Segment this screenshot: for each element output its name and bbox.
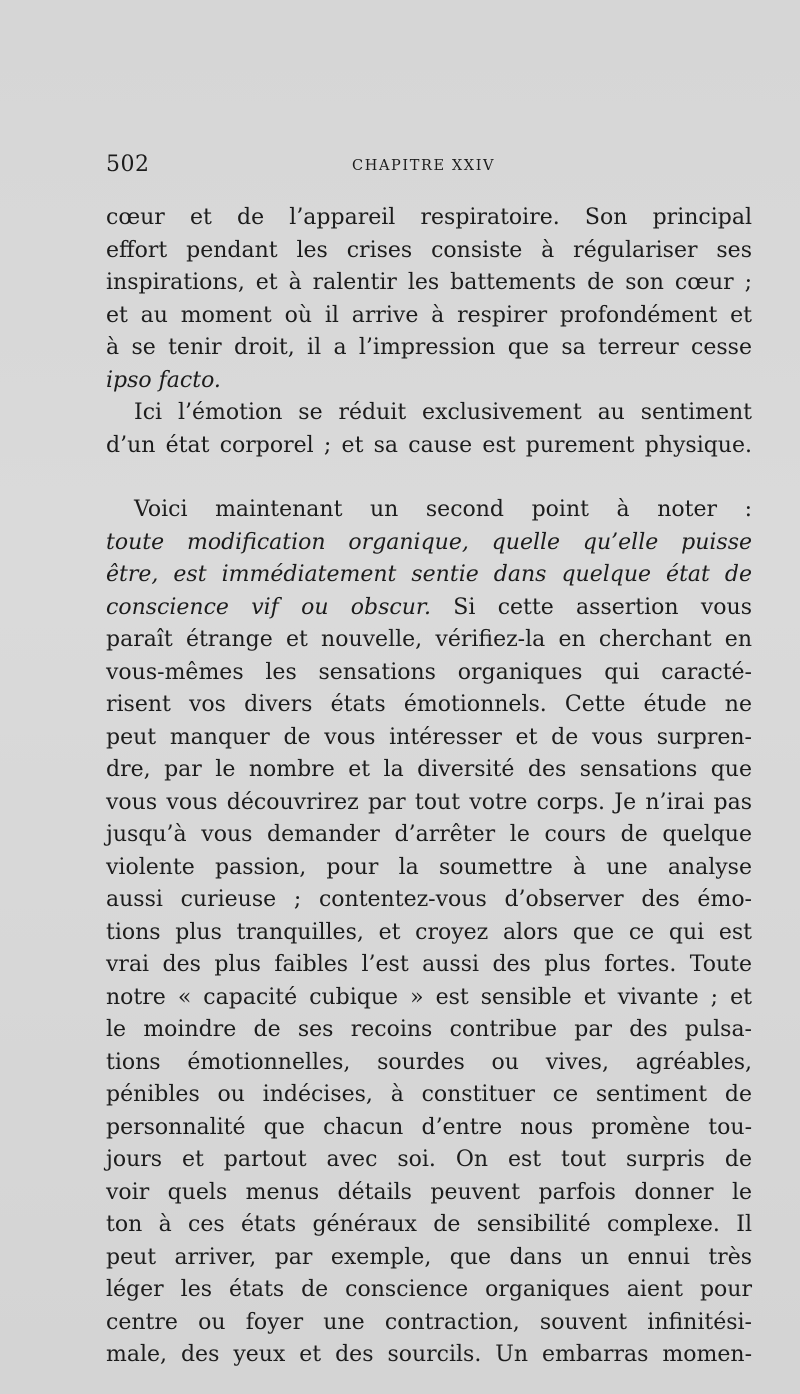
text-line	[106, 592, 752, 625]
text-segment: Si cette assertion vous	[431, 594, 752, 620]
text-line: vous vous découvrirez par tout votre corps. Je n’irai pas	[106, 789, 752, 815]
text-line: d’un état corporel ; et sa cause est purement physique.	[106, 432, 752, 458]
text-line: paraît étrange et nouvelle, vérifiez-la en cherchant en	[106, 627, 752, 652]
paragraph-gap	[106, 462, 752, 494]
text-line: peut arriver, par exemple, que dans un ennui très	[106, 1244, 752, 1270]
chapter-title: CHAPITRE XXIV	[352, 158, 496, 174]
text-line: Voici maintenant un second point à noter :	[134, 497, 752, 522]
text-line: effort pendant les crises consiste à régulariser ses	[106, 237, 752, 263]
text-line: vrai des plus faibles l’est aussi des plus fortes. Toute	[106, 952, 752, 977]
running-head	[106, 152, 756, 186]
text-line: notre « capacité cubique » est sensible et vivante ; et	[106, 984, 752, 1010]
text-line: être, est immédiatement sentie dans quelque état de	[106, 562, 752, 587]
text-line: peut manquer de vous intéresser et de vous surpren-	[106, 724, 752, 750]
text-line: tions émotionnelles, sourdes ou vives, agréables,	[106, 1049, 752, 1075]
text-line: léger les états de conscience organiques aient pour	[106, 1277, 752, 1302]
text-line: Ici l’émotion se réduit exclusivement au sentiment	[134, 400, 752, 425]
text-line: pénibles ou indécises, à constituer ce sentiment de	[106, 1082, 752, 1107]
text-line: tions plus tranquilles, et croyez alors que ce qui est	[106, 919, 752, 945]
text-line: violente passion, pour la soumettre à une analyse	[106, 854, 752, 880]
body-text	[106, 202, 752, 1372]
text-line: voir quels menus détails peuvent parfois donner le	[106, 1179, 752, 1205]
text-line: ton à ces états généraux de sensibilité complexe. Il	[106, 1212, 752, 1237]
page-number: 502	[106, 152, 150, 177]
text-line: male, des yeux et des sourcils. Un embarras momen-	[106, 1342, 752, 1367]
text-line: jours et partout avec soi. On est tout surpris de	[106, 1147, 752, 1172]
text-line: inspirations, et à ralentir les battements de son cœur ;	[106, 270, 752, 295]
text-line: dre, par le nombre et la diversité des sensations que	[106, 757, 752, 782]
text-line: vous-mêmes les sensations organiques qui caracté-	[106, 659, 752, 685]
text-line: à se tenir droit, il a l’impression que sa terreur cesse	[106, 335, 752, 360]
text-line: ipso facto.	[106, 367, 221, 393]
text-line: personnalité que chacun d’entre nous promène tou-	[106, 1114, 752, 1140]
text-line: toute modification organique, quelle qu’elle puisse	[106, 529, 752, 555]
text-line: aussi curieuse ; contentez-vous d’observer des émo-	[106, 887, 752, 912]
text-line: cœur et de l’appareil respiratoire. Son principal	[106, 205, 752, 230]
text-line: centre ou foyer une contraction, souvent infinitési-	[106, 1309, 752, 1335]
text-line: risent vos divers états émotionnels. Cette étude ne	[106, 692, 752, 717]
text-line: et au moment où il arrive à respirer profondément et	[106, 302, 752, 328]
italic-phrase: conscience vif ou obscur.	[106, 594, 432, 620]
text-line: le moindre de ses recoins contribue par des pulsa-	[106, 1017, 752, 1042]
text-line: jusqu’à vous demander d’arrêter le cours de quelque	[106, 822, 752, 847]
